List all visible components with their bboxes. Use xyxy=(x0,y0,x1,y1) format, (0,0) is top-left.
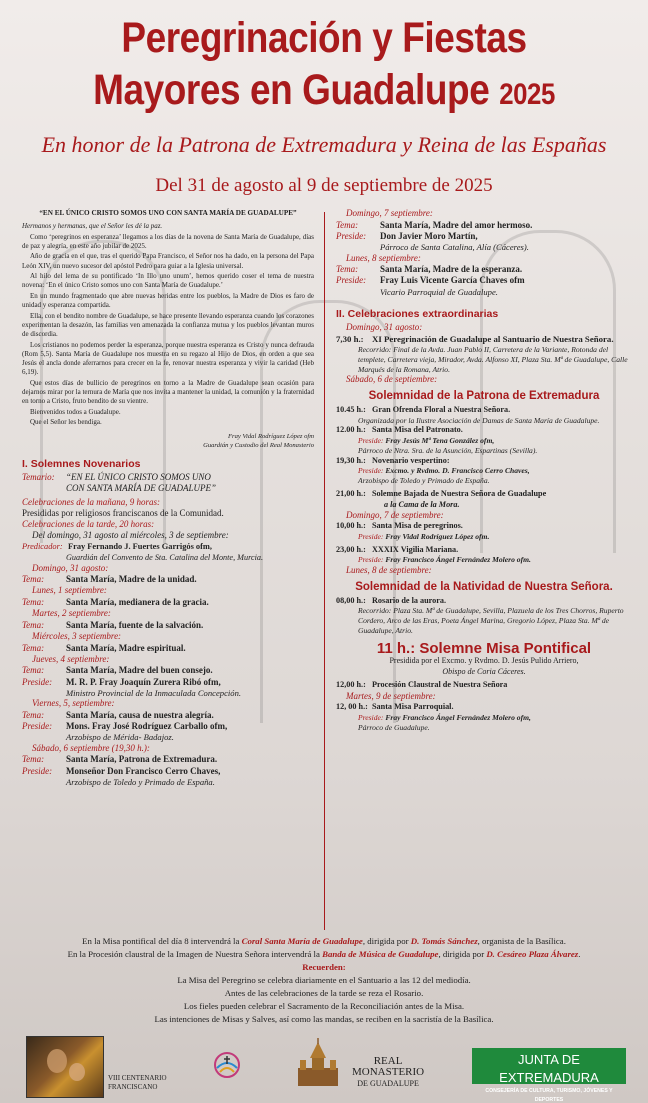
novena-row xyxy=(22,710,314,721)
novena-row xyxy=(336,220,632,231)
morning-desc: Presididas por religiosos franciscanos de la Comunidad. xyxy=(22,508,224,519)
monastery-logo-icon xyxy=(290,1038,346,1090)
event-note: Organizada por la Ilustre Asociación de Damas de Santa María de Guadalupe. xyxy=(358,415,600,425)
message-greeting: Hermanos y hermanas, que el Señor les dé la paz. xyxy=(22,222,163,230)
presider: Excmo. y Rvdmo. D. Francisco Cerro Chaves, xyxy=(385,466,530,476)
band-name: Banda de Música de Guadalupe xyxy=(322,949,439,959)
novenarios-heading: I. Solemnes Novenarios xyxy=(22,458,141,471)
novena-row xyxy=(336,264,632,275)
row-value: Mons. Fray José Rodríguez Carballo ofm, xyxy=(66,721,228,732)
event-desc: Santa Misa del Patronato. xyxy=(372,425,463,435)
painting-face xyxy=(47,1049,67,1073)
text: En la Procesión claustral de la Imagen de Nuestra Señora intervendrá la xyxy=(67,949,323,959)
novena-day: Sábado, 6 septiembre (19,30 h.): xyxy=(32,742,150,753)
centenario-label xyxy=(108,1074,167,1092)
temario-line2: CON SANTA MARÍA DE GUADALUPE” xyxy=(66,483,216,494)
left-column xyxy=(22,208,314,788)
subtitle: En honor de la Patrona de Extremadura y Reina de las Españas xyxy=(41,132,607,157)
row-key: Tema: xyxy=(22,642,45,653)
event-desc: Santa Misa de peregrinos. xyxy=(372,521,463,531)
jubilee-logo-icon xyxy=(212,1050,242,1080)
novena-day: Lunes, 1 septiembre: xyxy=(32,585,107,596)
row-value: Santa María, causa de nuestra alegría. xyxy=(66,709,214,720)
welcome-message xyxy=(22,208,314,450)
event-desc: XXXIX Vigilia Mariana. xyxy=(372,544,459,554)
row-key: Preside: xyxy=(22,676,53,687)
afternoon-label: Celebraciones de la tarde, 20 horas: xyxy=(22,519,155,530)
message-paragraph: Bienvenidos todos a Guadalupe. xyxy=(30,407,121,416)
novena-row xyxy=(22,643,314,654)
novena-row xyxy=(22,766,314,777)
event-note: Recorrido: Plaza Sta. Mª de Guadalupe, Sevilla, Plazuela de los Tres Chorros, Ruperto Cordero, Arco de las Eras, Poeta Ángel Marina, Gregorio López, Plaza Sta. Mª de Guadalupe, Atrio. xyxy=(358,606,624,636)
temario-row xyxy=(22,472,314,494)
novena-day: Martes, 2 septiembre: xyxy=(32,608,111,619)
pontifical-note: Presidida por el Excmo. y Rvdmo. D. Jesús Pulido Arriero, xyxy=(389,656,579,666)
title-line1: Peregrinación y Fiestas xyxy=(121,14,527,62)
novena-row xyxy=(22,597,314,608)
footer-line xyxy=(0,935,648,948)
event-note xyxy=(336,436,632,446)
event-row xyxy=(336,680,632,691)
row-value: Monseñor Don Francisco Cerro Chaves, xyxy=(66,765,221,776)
logo-strip xyxy=(0,1032,648,1102)
extra-day: Lunes, 8 de septiembre: xyxy=(346,565,432,576)
monastery-line: MONASTERIO xyxy=(352,1066,425,1078)
text: , dirigida por xyxy=(362,936,411,946)
row-value: M. R. P. Fray Joaquín Zurera Ribó ofm, xyxy=(66,676,221,687)
centenario-line1: VIII CENTENARIO xyxy=(108,1074,167,1082)
novena-day: Lunes, 8 septiembre: xyxy=(346,252,421,263)
preside-label: Preside: xyxy=(358,712,384,722)
text: . xyxy=(578,949,581,959)
event-row xyxy=(336,425,632,436)
event-note: Párroco de Guadalupe. xyxy=(358,722,430,732)
extra-heading: II. Celebraciones extraordinarias xyxy=(336,308,499,321)
preside-label: Preside: xyxy=(358,555,384,565)
event-time: 12, 00 h.: xyxy=(336,702,368,712)
event-time: 08,00 h.: xyxy=(336,595,366,605)
row-value: Don Javier Moro Martín, xyxy=(380,230,478,241)
event-row xyxy=(336,596,632,607)
footer-line xyxy=(0,948,648,961)
event-desc: Procesión Claustral de Nuestra Señora xyxy=(372,680,508,690)
preside-label: Preside: xyxy=(358,531,384,541)
row-key: Tema: xyxy=(336,264,359,275)
extra-day: Sábado, 6 de septiembre: xyxy=(346,374,438,385)
row-key: Tema: xyxy=(22,619,45,630)
novena-row xyxy=(22,574,314,585)
novena-day: Domingo, 31 agosto: xyxy=(32,562,109,573)
junta-title: JUNTA DE EXTREMADURA xyxy=(499,1052,599,1085)
row-value: Santa María, Madre espiritual. xyxy=(66,642,186,653)
novena-note: Ministro Provincial de la Inmaculada Concepción. xyxy=(66,687,242,698)
event-note: Párroco de Ntra. Sra. de la Asunción, Espartinas (Sevilla). xyxy=(358,445,538,455)
row-value: Santa María, Madre del buen consejo. xyxy=(66,665,213,676)
morning-label: Celebraciones de la mañana, 9 horas: xyxy=(22,497,160,508)
novena-row xyxy=(336,231,632,242)
novena-day: Miércoles, 3 septiembre: xyxy=(32,631,122,641)
event-desc: Novenario vespertino: xyxy=(372,455,450,465)
novena-note: Arzobispo de Toledo y Primado de España. xyxy=(66,777,215,788)
monastery-line: REAL xyxy=(373,1055,403,1067)
event-row xyxy=(336,702,632,713)
signature-role: Guardián y Custodio del Real Monasterio xyxy=(203,442,314,450)
novena-note: Arzobispo de Mérida- Badajoz. xyxy=(66,732,174,743)
extra-day: Domingo, 31 agosto: xyxy=(346,322,423,333)
event-note xyxy=(336,532,632,542)
temario-line1: “EN EL ÚNICO CRISTO SOMOS UNO xyxy=(66,472,211,483)
signature-name: Fray Vidal Rodríguez López ofm xyxy=(228,433,314,441)
novena-row xyxy=(22,620,314,631)
event-time: 19,30 h.: xyxy=(336,455,366,465)
natividad-heading: Solemnidad de la Natividad de Nuestra Señora. xyxy=(355,580,613,593)
row-key: Tema: xyxy=(22,709,45,720)
novena-note: Párroco de Santa Catalina, Alía (Cáceres). xyxy=(380,242,529,253)
message-paragraph: Que el Señor les bendiga. xyxy=(30,418,102,427)
extra-day: Martes, 9 de septiembre: xyxy=(346,690,436,701)
message-paragraph: Al hilo del lema de su pontificado ‘In Illo uno unum’, hemos querido coser el tema de nuestra novena: ‘En el único Cristo somos uno con Santa María de Guadalupe.’ xyxy=(22,272,314,290)
junta-logo xyxy=(472,1048,626,1103)
message-paragraph: Los cristianos no podemos perder la esperanza, porque nuestra esperanza es Cristo y nunca defrauda (Rom 5,5). Santa María de Guadalupe nos muestra en su regazo al Hijo de Dios, en orden a que sea Jesús el ancla donde aferrarnos para crecer en la fe, renovar nuestra esperanza y vivir la caridad (Heb 6,19). xyxy=(22,340,314,376)
event-row xyxy=(336,456,632,467)
presider: Fray Jesús Mª Tena González ofm, xyxy=(385,436,495,445)
temario-label: Temario: xyxy=(22,472,55,483)
monastery-line: DE GUADALUPE xyxy=(357,1079,419,1088)
title-line2-text: Mayores en Guadalupe xyxy=(93,66,490,114)
event-note: Arzobispo de Toledo y Primado de España. xyxy=(358,476,490,486)
novena-note: Vicario Parroquial de Guadalupe. xyxy=(380,286,498,297)
painting-image xyxy=(26,1036,104,1098)
painting-face xyxy=(69,1063,85,1081)
event-time: 21,00 h.: xyxy=(336,489,366,499)
period-label: Del domingo, 31 agosto al miércoles, 3 de septiembre: xyxy=(32,530,229,541)
event-note xyxy=(336,466,632,476)
event-desc: Rosario de la aurora. xyxy=(372,595,446,605)
novena-row xyxy=(22,677,314,688)
choir-name: Coral Santa María de Guadalupe xyxy=(241,936,363,946)
message-paragraph: Año de gracia en el que, tras el querido Papa Francisco, el Señor nos ha dado, en la persona del Papa León XIV, un nuevo sucesor del apóstol Pedro para guiar a la Iglesia universal. xyxy=(22,252,314,270)
row-key: Tema: xyxy=(22,596,45,607)
presider: Fray Francisco Ángel Fernández Molero ofm, xyxy=(385,712,531,722)
event-time: 10.45 h.: xyxy=(336,404,366,414)
row-value: Fray Luis Vicente García Chaves ofm xyxy=(380,275,525,286)
footer-notices xyxy=(0,935,648,1026)
row-key: Preside: xyxy=(22,721,53,732)
event-time: 12,00 h.: xyxy=(336,680,366,690)
message-paragraph: En un mundo fragmentado que abre nuevas heridas entre los pueblos, la Madre de Dios es faro de unidad y esperanza compartida. xyxy=(22,292,314,310)
row-value: Santa María, medianera de la gracia. xyxy=(66,596,209,607)
pontifical-heading: 11 h.: Solemne Misa Pontifical xyxy=(376,640,592,658)
row-key: Preside: xyxy=(336,275,367,286)
conductor-name: D. Cesáreo Plaza Álvarez xyxy=(486,949,579,959)
preside-label: Preside: xyxy=(358,436,384,445)
message-paragraph: Ella, con el bendito nombre de Guadalupe, se hace presente llevando esperanza cuando los corazones experimentan la desazón, las familias ven amenazada la confianza mutua y los pueblos levantan muros de discordia. xyxy=(22,311,314,338)
predicador-row xyxy=(22,541,314,552)
event-row xyxy=(336,489,632,500)
row-value: Santa María, Madre de la unidad. xyxy=(66,574,197,585)
signature xyxy=(22,432,314,450)
event-row xyxy=(336,334,632,345)
row-value: Santa María, fuente de la salvación. xyxy=(66,619,204,630)
event-note xyxy=(336,555,632,565)
title-year: 2025 xyxy=(499,78,555,111)
event-desc: XI Peregrinación de Guadalupe al Santuario de Nuestra Señora. xyxy=(372,333,614,344)
event-note xyxy=(336,713,632,723)
column-divider xyxy=(324,212,325,930)
presider: Fray Francisco Ángel Fernández Molero ofm. xyxy=(385,555,531,565)
event-dates: Del 31 de agosto al 9 de septiembre de 2025 xyxy=(155,175,493,196)
text: , organista de la Basílica. xyxy=(477,936,566,946)
extra-day: Domingo, 7 de septiembre: xyxy=(346,509,444,520)
message-heading: “EN EL ÚNICO CRISTO SOMOS UNO CON SANTA MARÍA DE GUADALUPE” xyxy=(39,209,297,217)
row-value: Santa María, Patrona de Extremadura. xyxy=(66,754,218,765)
event-note: a la Cama de la Mora. xyxy=(384,499,460,509)
junta-subtitle: CONSEJERÍA DE CULTURA, TURISMO, JÓVENES Y DEPORTES xyxy=(485,1088,613,1103)
event-row xyxy=(336,545,632,556)
row-key: Preside: xyxy=(22,765,53,776)
row-key: Tema: xyxy=(22,574,45,585)
event-desc: Solemne Bajada de Nuestra Señora de Guadalupe xyxy=(372,489,547,499)
row-key: Preside: xyxy=(336,230,367,241)
predicador-name: Fray Fernando J. Fuertes Garrigós ofm, xyxy=(68,542,212,552)
message-paragraph: Como ‘peregrinos en esperanza’ llegamos a los días de la novena de Santa María de Guadalupe, días de paz y alegría, en este año jubilar de 2025. xyxy=(22,232,314,250)
predicador-label: Predicador: xyxy=(22,542,63,552)
event-desc: Santa Misa Parroquial. xyxy=(372,702,454,712)
presider: Fray Vidal Rodríguez López ofm. xyxy=(385,531,490,541)
recuerden-heading: Recuerden: xyxy=(302,962,346,972)
centenario-line2: FRANCISCANO xyxy=(108,1083,158,1091)
row-key: Tema: xyxy=(336,219,359,230)
text: En la Misa pontifical del día 8 intervendrá la xyxy=(82,936,242,946)
event-row xyxy=(336,521,632,532)
novena-row xyxy=(22,754,314,765)
row-value: Santa María, Madre de la esperanza. xyxy=(380,264,523,275)
reminder: Las intenciones de Misas y Salves, así como las mandas, se reciben en la sacristía de la Basílica. xyxy=(154,1014,494,1024)
message-paragraph: Que estos días de bullicio de peregrinos en torno a la Madre de Guadalupe sean ocasión para dejarnos mirar por la ternura de María que nos invita a mantener la unidad, la comunión y la fraternidad en torno a Cristo, fruto bendito de su vientre. xyxy=(22,378,314,405)
novena-row xyxy=(22,665,314,676)
pontifical-note: Obispo de Coria Cáceres. xyxy=(442,666,526,676)
text: , dirigida por xyxy=(438,949,487,959)
event-note: Recorrido: Final de la Avda. Juan Pablo II, Carretera de la Variante, Rotonda del templete, Carretera vieja, Mirador, Avda. Alfonso XI, Plaza Sta. Mª de Guadalupe, Calle Marqués de la Romana, Atrio. xyxy=(358,344,628,374)
row-key: Tema: xyxy=(22,754,45,765)
title-line2 xyxy=(45,66,602,119)
preside-label: Preside: xyxy=(358,466,384,476)
event-time: 10,00 h.: xyxy=(336,521,366,531)
reminder: Los fieles pueden celebrar el Sacramento de la Reconciliación antes de la Misa. xyxy=(183,1001,465,1011)
event-time: 12.00 h.: xyxy=(336,425,366,435)
right-column xyxy=(336,208,632,733)
patrona-heading: Solemnidad de la Patrona de Extremadura xyxy=(368,389,600,402)
row-value: Santa María, Madre del amor hermoso. xyxy=(380,219,533,230)
conductor-name: D. Tomás Sánchez xyxy=(410,936,478,946)
reminder: La Misa del Peregrino se celebra diariamente en el Santuario a las 12 del mediodía. xyxy=(177,975,471,985)
event-row xyxy=(336,405,632,416)
novena-day: Viernes, 5, septiembre: xyxy=(32,698,115,709)
reminder: Antes de las celebraciones de la tarde se reza el Rosario. xyxy=(224,988,424,998)
event-desc: Gran Ofrenda Floral a Nuestra Señora. xyxy=(372,404,511,414)
row-key: Tema: xyxy=(22,665,45,676)
novena-row xyxy=(22,721,314,732)
event-time: 7,30 h.: xyxy=(336,333,364,344)
monastery-name xyxy=(352,1056,424,1089)
novena-day: Domingo, 7 septiembre: xyxy=(346,208,433,218)
temario-text xyxy=(66,472,314,494)
novena-day: Jueves, 4 septiembre: xyxy=(32,653,110,664)
event-time: 23,00 h.: xyxy=(336,544,366,554)
novena-row xyxy=(336,275,632,286)
predicador-role: Guardián del Convento de Sta. Catalina del Monte, Murcia. xyxy=(66,552,264,562)
